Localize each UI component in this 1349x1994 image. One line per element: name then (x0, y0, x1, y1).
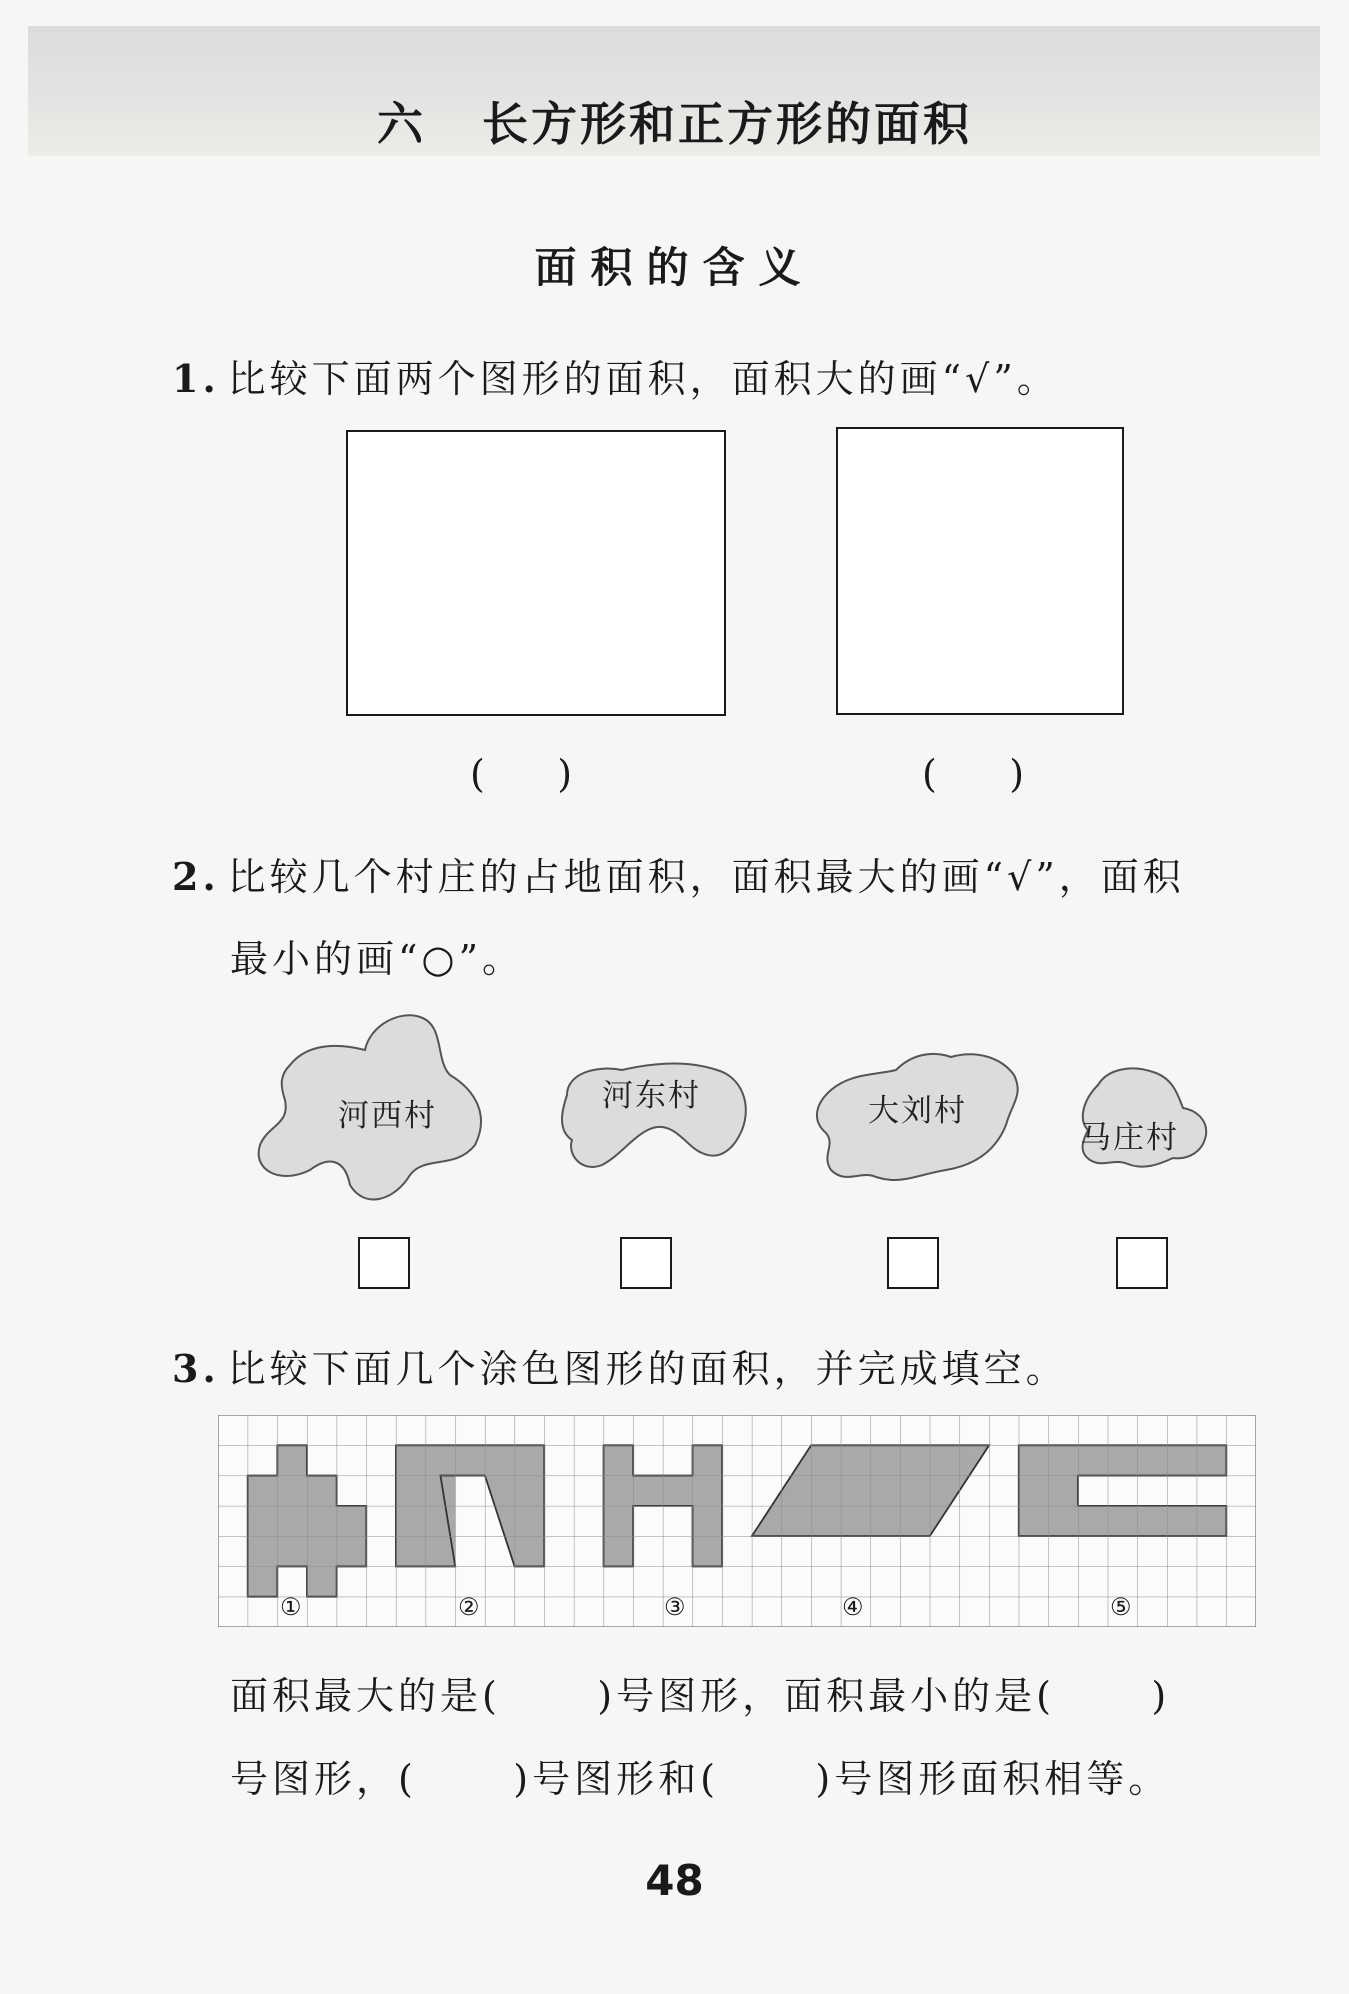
shape-label-4: ④ (842, 1593, 864, 1621)
question-2-text-line2: 最小的画“○”。 (230, 937, 525, 981)
question-1-number: 1. (172, 356, 220, 401)
question-2-number: 2. (172, 854, 220, 899)
answer-blank-left[interactable]: ( ) (470, 752, 573, 796)
question-2 (172, 846, 1185, 901)
question-2-text-line1: 比较几个村庄的占地面积，面积最大的画“√”，面积 (227, 855, 1185, 899)
page-number: 48 (645, 1856, 704, 1905)
village-checkbox-hedong[interactable] (620, 1237, 672, 1289)
village-label-daliu: 大刘村 (868, 1093, 967, 1129)
village-checkbox-hexi[interactable] (358, 1237, 410, 1289)
question-3-number: 3. (172, 1346, 220, 1391)
rectangle-shape (346, 430, 726, 716)
village-checkbox-mazhuang[interactable] (1116, 1237, 1168, 1289)
chapter-header (0, 88, 1349, 154)
question-1 (172, 348, 1059, 403)
question-3-text: 比较下面几个涂色图形的面积，并完成填空。 (227, 1347, 1068, 1391)
question-3 (172, 1338, 1068, 1393)
shape-label-2: ② (458, 1593, 480, 1621)
square-shape (836, 427, 1124, 715)
village-label-hexi: 河西村 (338, 1098, 437, 1134)
chapter-number: 六 (377, 97, 426, 151)
shape-label-1: ① (280, 1593, 302, 1621)
village-label-mazhuang: 马庄村 (1080, 1120, 1179, 1156)
fill-in-line-2[interactable]: 号图形，( )号图形和( )号图形面积相等。 (230, 1757, 1171, 1801)
fill-in-line-1[interactable]: 面积最大的是( )号图形，面积最小的是( ) (230, 1674, 1171, 1718)
shape-label-3: ③ (664, 1593, 686, 1621)
chapter-title: 长方形和正方形的面积 (482, 97, 972, 151)
section-title: 面积的含义 (534, 243, 815, 292)
shape-label-5: ⑤ (1110, 1593, 1132, 1621)
answer-blank-right[interactable]: ( ) (922, 752, 1025, 796)
question-1-text: 比较下面两个图形的面积，面积大的画“√”。 (227, 357, 1059, 401)
village-checkbox-daliu[interactable] (887, 1237, 939, 1289)
shape-grid (218, 1415, 1256, 1627)
village-label-hedong: 河东村 (602, 1078, 701, 1114)
